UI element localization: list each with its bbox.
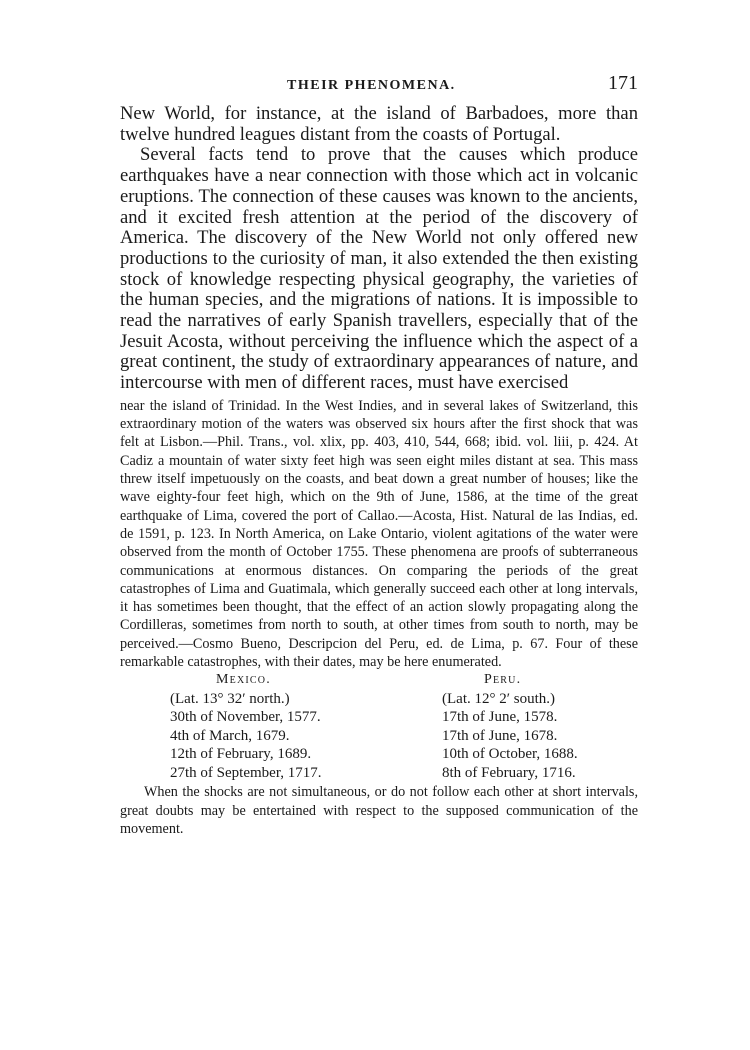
peru-heading: Peru. — [484, 672, 522, 688]
page-header — [120, 70, 638, 104]
table-row: 17th of June, 1578. — [442, 709, 558, 726]
table-row: (Lat. 13° 32′ north.) — [170, 690, 290, 707]
closing-note — [120, 783, 638, 838]
page-number: 171 — [608, 72, 638, 94]
table-row: 17th of June, 1678. — [442, 727, 558, 744]
footnote — [120, 397, 638, 671]
footnote-text: near the island of Trinidad. In the West Indies, and in several lakes of Switzerland, this extraordinary motion of the waters was observed six hours after the first shock that was felt at Lisbon.—Phil. Trans., vol. xlix, pp. 403, 410, 544, 668; ibid. vol. liii, p. 424. At Cadiz a mountain of water sixty feet high was seen eight miles distant at sea. This mass threw itself impetuously on the coasts, and beat down a great number of houses; like the wave eighty-four feet high, which on the 9th of June, 1586, at the time of the great earthquake of Lima, covered the port of Callao.—Acosta, Hist. Natural de las Indias, ed. de 1591, p. 123. In North America, on Lake Ontario, violent agitations of the water were observed from the month of October 1755. These phenomena are proofs of subterraneous communications at enormous distances. On comparing the periods of the great catastrophes of Lima and Guatimala, which generally succeed each other at long intervals, it has sometimes been thought, that the effect of an action slowly propagating along the Cordilleras, sometimes from north to south, at other times from south to north, may be perceived.—Cosmo Bueno, Descripcion del Peru, ed. de Lima, p. 67. Four of these remarkable catastrophes, with their dates, may be here enumerated. — [120, 397, 638, 670]
table-row: 30th of November, 1577. — [170, 709, 321, 726]
table-row: 4th of March, 1679. — [170, 727, 290, 744]
table-row: 10th of October, 1688. — [442, 746, 578, 763]
book-page — [120, 70, 638, 838]
earthquake-dates-table — [120, 671, 638, 783]
running-head: THEIR PHENOMENA. — [287, 78, 456, 93]
mexico-heading: Mexico. — [216, 672, 271, 688]
mexico-column — [170, 671, 321, 782]
peru-column — [442, 671, 578, 782]
table-row: 12th of February, 1689. — [170, 746, 312, 763]
paragraph: Several facts tend to prove that the causes which produce earthquakes have a near connection with those which act in volcanic eruptions. The connection of these causes was known to the ancients, and it excited fresh attention at the period of the discovery of America. The discovery of the New World not only offered new productions to the curiosity of man, it also extended the then existing stock of knowledge respecting physical geography, the varieties of the human species, and the migrations of nations. It is impossible to read the narratives of early Spanish travellers, especially that of the Jesuit Acosta, without perceiving the influence which the aspect of a great continent, the study of extraordinary appearances of nature, and intercourse with men of different races, must have exercised — [120, 144, 638, 394]
table-row: (Lat. 12° 2′ south.) — [442, 690, 556, 707]
main-text — [120, 104, 638, 394]
table-row: 27th of September, 1717. — [170, 764, 322, 781]
closing-note-text: When the shocks are not simultaneous, or do not follow each other at short intervals, great doubts may be entertained with respect to the supposed communication of the movement. — [120, 784, 638, 837]
paragraph: New World, for instance, at the island of Barbadoes, more than twelve hundred leagues distant from the coasts of Portugal. — [120, 103, 638, 145]
table-row: 8th of February, 1716. — [442, 764, 576, 781]
